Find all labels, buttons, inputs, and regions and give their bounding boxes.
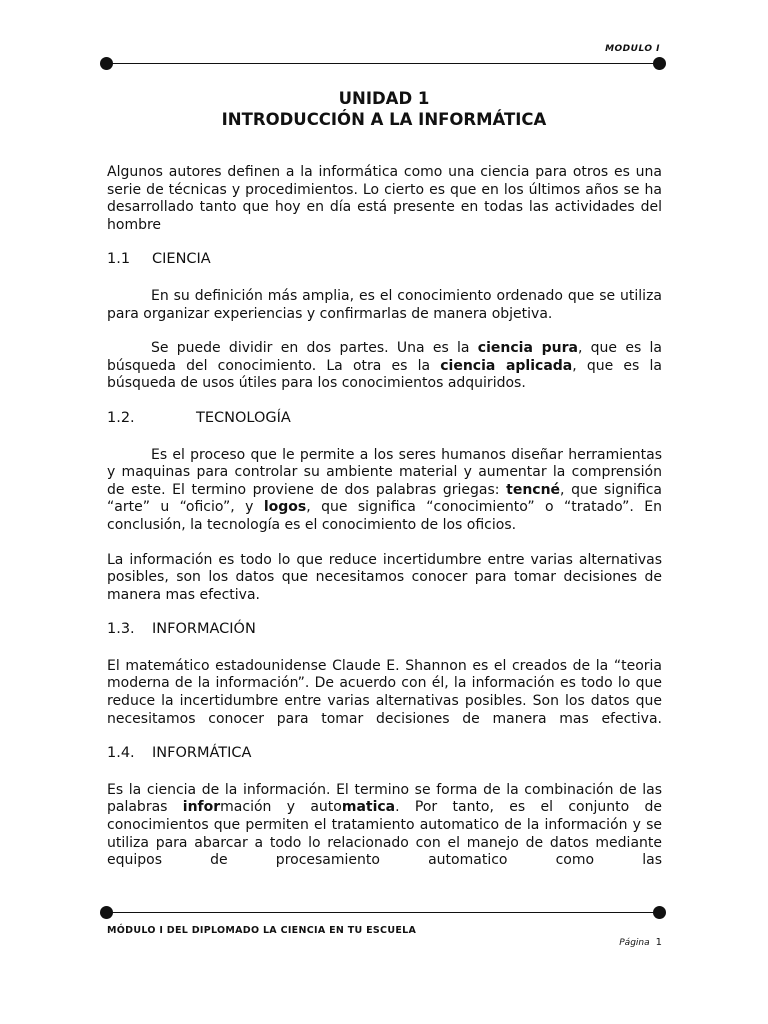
bold-term-tencne: tencné [506,481,561,498]
footer-rule [106,912,660,913]
page-number [619,937,662,948]
tecnologia-paragraph-2: La información es todo lo que reduce incertidumbre entre varias alternativas posibles, son los datos que necesitamos conocer para tomar decisiones de manera mas efectiva. [107,551,662,603]
section-heading-informacion [107,621,662,639]
text-run: Se puede dividir en dos partes. Una es la [151,340,478,357]
section-title: TECNOLOGÍA [196,409,291,426]
section-title: INFORMACIÓN [152,621,256,638]
footer-course-title: MÓDULO I DEL DIPLOMADO LA CIENCIA EN TU ESCUELA [107,925,417,936]
unit-title: UNIDAD 1 [338,89,430,108]
page-number-value: 1 [655,937,662,948]
section-number: 1.2. [107,409,135,426]
section-title: INFORMÁTICA [152,745,252,762]
ciencia-paragraph-2 [107,340,662,393]
text-run: Es la ciencia de la información. El termino se forma de la combinación de las palabras [107,781,662,816]
header-rule [106,63,660,64]
informatica-paragraph [107,782,662,870]
page-label: Página [619,938,650,948]
text-run: . Por tanto, es el conjunto de conocimientos que permiten el tratamiento automatico de la información y se utiliza para abarcar a todo lo relacionado con el manejo de datos mediante equipos de procesamiento automatico como las [107,799,662,869]
text-run: , que significa “conocimiento” o “tratado”. En conclusión, la tecnología es el conocimiento de los oficios. [107,499,662,533]
header-module-label: MODULO I [605,44,660,54]
informacion-paragraph: El matemático estadounidense Claude E. Shannon es el creados de la “teoria moderna de la información”. De acuerdo con él, la información es todo lo que reduce la incertidumbre entre varias alternativas posibles. Son los datos que necesitamos conocer para tomar decisiones de manera mas efectiva. [107,657,662,727]
tecnologia-paragraph-1 [107,447,662,535]
text-run: , que significa “arte” u “oficio”, y [107,481,662,516]
section-number: 1.1 [107,251,131,268]
bold-fragment-infor: infor [182,799,221,816]
text-run: , que es la búsqueda de usos útiles para los conocimientos adquiridos. [107,357,662,392]
footer-rule-right-dot [653,906,666,919]
unit-subtitle: INTRODUCCIÓN A LA INFORMÁTICA [221,110,547,129]
section-heading-ciencia [107,251,662,269]
text-run: Es el proceso que le permite a los seres humanos diseñar herramientas y maquinas para controlar su ambiente material y aumentar la comprensión de este. El termino proviene de dos palabras griegas: [107,446,662,498]
section-heading-informatica [107,745,662,763]
body-content [107,164,662,870]
text-run: , que es la búsqueda del conocimiento. La otra es la [107,340,662,374]
intro-paragraph: Algunos autores definen a la informática como una ciencia para otros es una serie de técnicas y procedimientos. Lo cierto es que en los últimos años se ha desarrollado tanto que hoy en día está presente en todas las actividades del hombre [107,164,662,233]
section-number: 1.3. [107,621,135,638]
bold-fragment-matica: matica [341,799,396,816]
bold-term-ciencia-pura: ciencia pura [477,340,578,357]
ciencia-paragraph-1: En su definición más amplia, es el conocimiento ordenado que se utiliza para organizar experiencias y confirmarlas de manera objetiva. [107,287,662,322]
header-rule-right-dot [653,57,666,70]
section-heading-tecnologia [107,410,662,428]
section-number: 1.4. [107,745,135,762]
bold-term-ciencia-aplicada: ciencia aplicada [440,357,573,374]
section-title: CIENCIA [152,251,211,268]
text-run: mación y auto [220,799,342,816]
bold-term-logos: logos [263,499,307,516]
